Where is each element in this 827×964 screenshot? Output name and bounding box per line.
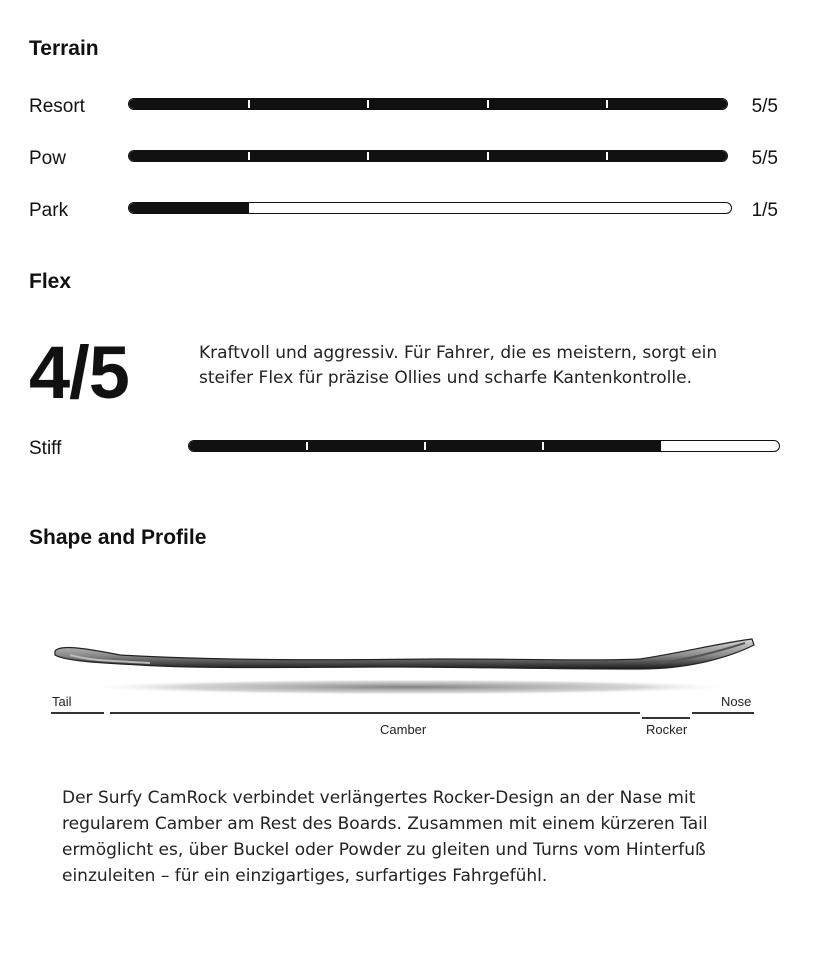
shape-description-line: einzuleiten – für ein einzigartiges, surfartiges Fahrgefühl. [62, 866, 548, 886]
rating-bar [128, 98, 728, 110]
rating-bar-divider [542, 442, 544, 450]
rating-bar-fill [129, 151, 727, 161]
nose-zone-line [692, 712, 754, 714]
rating-bar-divider [248, 152, 250, 160]
rating-bar-fill [129, 99, 727, 109]
flex-heading: Flex [29, 270, 72, 293]
terrain-label: Resort [29, 96, 85, 117]
terrain-score: 5/5 [751, 96, 778, 117]
rating-bar-divider [487, 100, 489, 108]
profile-label-tail: Tail [52, 694, 72, 709]
rating-bar-divider [248, 100, 250, 108]
shape-heading: Shape and Profile [29, 526, 207, 549]
rating-bar-divider [424, 442, 426, 450]
terrain-score: 1/5 [751, 200, 778, 221]
flex-description-line: Kraftvoll und aggressiv. Für Fahrer, die es meistern, sorgt ein [199, 343, 718, 363]
rating-bar-divider [606, 100, 608, 108]
terrain-label: Pow [29, 148, 66, 169]
profile-label-nose: Nose [721, 694, 752, 709]
flex-description-line: steifer Flex für präzise Ollies und scharfe Kantenkontrolle. [199, 368, 692, 388]
board-profile-image [40, 625, 770, 700]
flex-bar-label: Stiff [29, 438, 62, 459]
terrain-heading: Terrain [29, 37, 99, 60]
rating-bar-divider [487, 152, 489, 160]
rating-bar [128, 150, 728, 162]
rating-bar-divider [306, 442, 308, 450]
terrain-score: 5/5 [751, 148, 778, 169]
rocker-zone-line [642, 717, 690, 719]
shape-description-line: ermöglicht es, über Buckel oder Powder zu gleiten und Turns vom Hinterfuß [62, 840, 706, 860]
rating-bar-divider [606, 152, 608, 160]
rating-bar-divider [367, 152, 369, 160]
rating-bar-fill [129, 203, 249, 213]
profile-label-camber: Camber [380, 722, 427, 737]
camber-zone-line [110, 712, 640, 714]
profile-label-rocker: Rocker [646, 722, 688, 737]
flex-score: 4/5 [29, 331, 129, 414]
rating-bar [128, 202, 732, 214]
rating-bar-divider [367, 100, 369, 108]
tail-zone-line [51, 712, 104, 714]
terrain-label: Park [29, 200, 69, 221]
flex-rating-bar [188, 440, 780, 452]
shape-description-line: Der Surfy CamRock verbindet verlängertes Rocker-Design an der Nase mit [62, 788, 696, 808]
shape-description-line: regularem Camber am Rest des Boards. Zusammen mit einem kürzeren Tail [62, 814, 708, 834]
